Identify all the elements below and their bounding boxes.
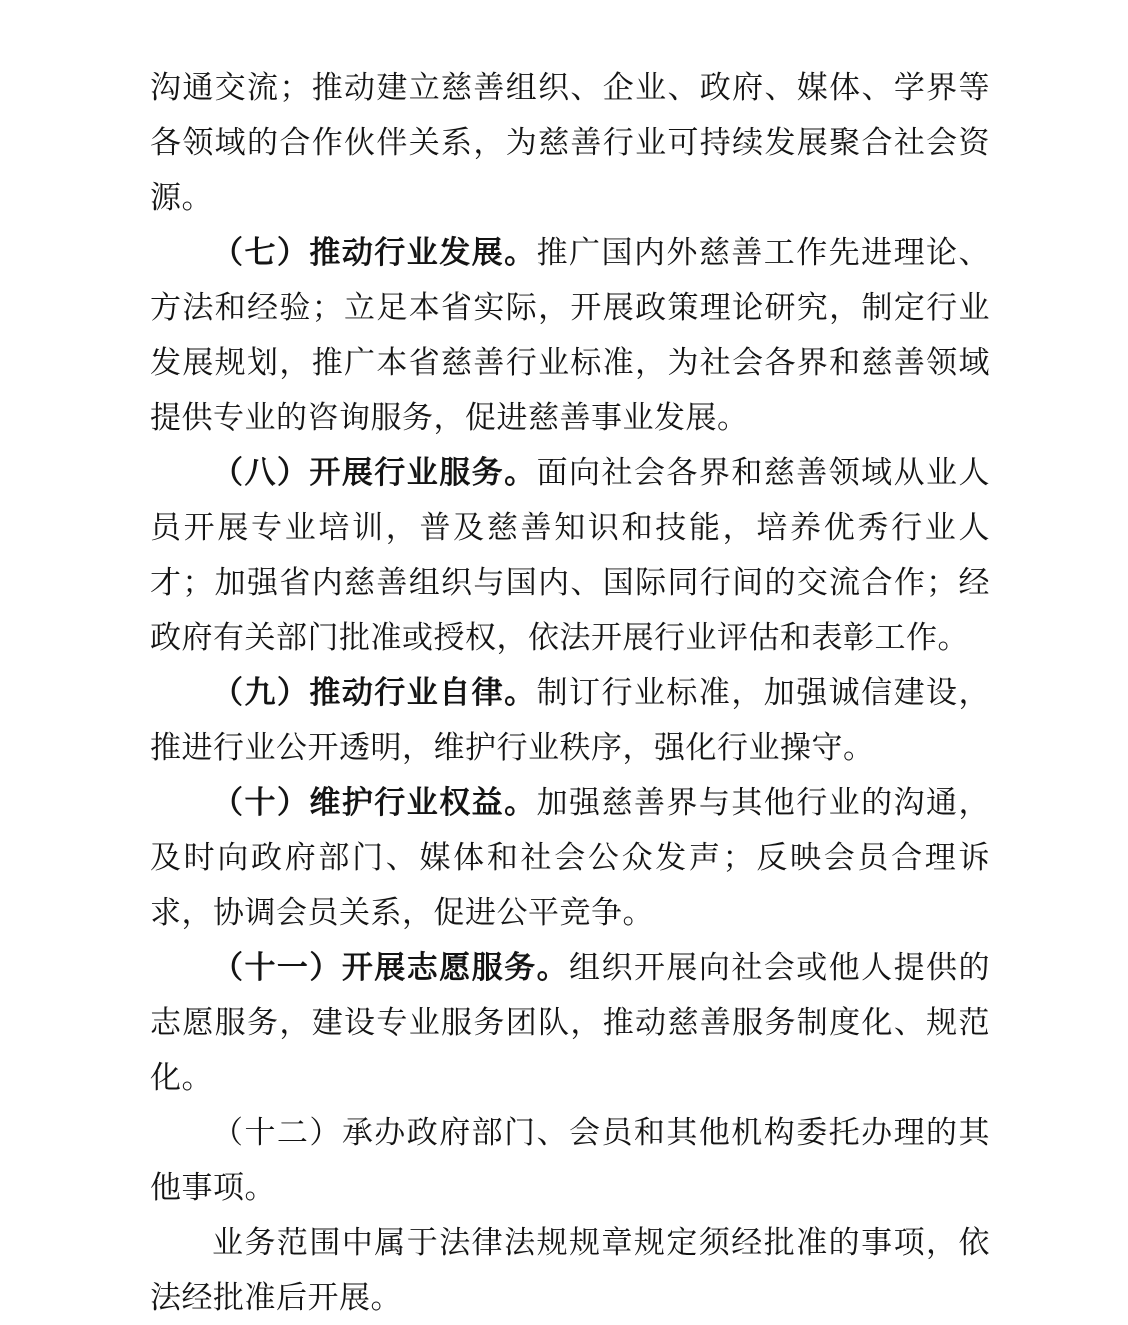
paragraph-closing bbox=[150, 1215, 990, 1325]
paragraph-text: 沟通交流；推动建立慈善组织、企业、政府、媒体、学界等各领域的合作伙伴关系，为慈善行业可持续发展聚合社会资源。 bbox=[150, 70, 990, 215]
paragraph-heading: （十一）开展志愿服务。 bbox=[212, 950, 570, 985]
paragraph-heading: （八）开展行业服务。 bbox=[212, 455, 537, 490]
paragraph-heading: （十）维护行业权益。 bbox=[212, 785, 537, 820]
paragraph-item-7 bbox=[150, 225, 990, 445]
paragraph-item-12 bbox=[150, 1105, 990, 1215]
paragraph-text: 面向社会各界和慈善领域从业人员开展专业培训，普及慈善知识和技能，培养优秀行业人才；加强省内慈善组织与国内、国际同行间的交流合作；经政府有关部门批准或授权，依法开展行业评估和表彰工作。 bbox=[150, 455, 991, 655]
paragraph-text: （十二）承办政府部门、会员和其他机构委托办理的其他事项。 bbox=[150, 1115, 990, 1205]
paragraph-text: 制订行业标准，加强诚信建设，推进行业公开透明，维护行业秩序，强化行业操守。 bbox=[150, 675, 991, 765]
paragraph-item-11 bbox=[150, 940, 990, 1105]
paragraph-item-8 bbox=[150, 445, 990, 665]
paragraph-text: 推广国内外慈善工作先进理论、方法和经验；立足本省实际，开展政策理论研究，制定行业发展规划，推广本省慈善行业标准，为社会各界和慈善领域提供专业的咨询服务，促进慈善事业发展。 bbox=[150, 235, 991, 435]
paragraph-item-10 bbox=[150, 775, 990, 940]
paragraph-text: 组织开展向社会或他人提供的志愿服务，建设专业服务团队，推动慈善服务制度化、规范化。 bbox=[150, 950, 991, 1095]
paragraph-text: 加强慈善界与其他行业的沟通，及时向政府部门、媒体和社会公众发声；反映会员合理诉求，协调会员关系，促进公平竞争。 bbox=[150, 785, 991, 930]
paragraph-text: 业务范围中属于法律法规规章规定须经批准的事项，依法经批准后开展。 bbox=[150, 1225, 990, 1315]
paragraph-heading: （九）推动行业自律。 bbox=[212, 675, 537, 710]
paragraph-heading: （七）推动行业发展。 bbox=[212, 235, 537, 270]
paragraph-item-9 bbox=[150, 665, 990, 775]
paragraph-continuation bbox=[150, 60, 990, 225]
